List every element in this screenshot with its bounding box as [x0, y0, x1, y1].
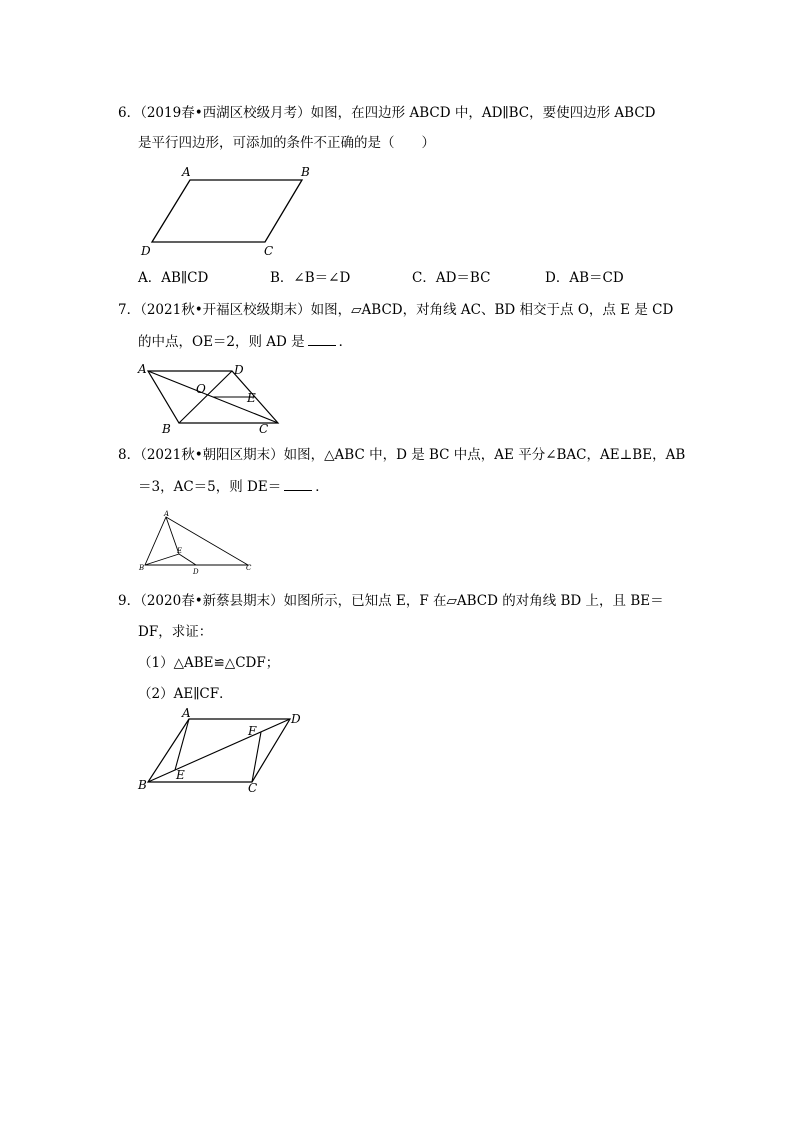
vertex-label-d: D: [193, 568, 199, 576]
question-number: 9．: [118, 593, 141, 609]
option-b: B．∠B＝∠D: [270, 270, 351, 286]
figure-parallelogram-bd-diagonal: [135, 705, 310, 800]
vertex-label-b: B: [162, 422, 171, 436]
vertex-label-d: D: [141, 244, 151, 258]
question-9-line-2: DF，求证：: [138, 624, 213, 640]
question-number: 8．: [118, 447, 141, 463]
vertex-label-c: C: [259, 422, 269, 436]
vertex-label-c: C: [248, 781, 258, 795]
parallelogram-shape: [152, 180, 302, 242]
question-punct: ．: [338, 334, 353, 350]
vertex-label-a: A: [182, 706, 191, 720]
question-9-sub-1: （1）△ABE≌△CDF；: [138, 655, 280, 671]
vertex-label-c: C: [264, 244, 274, 258]
question-text: 如图，在四边形 ABCD 中，AD∥BC，要使四边形 ABCD: [310, 105, 656, 121]
question-text: 如图，▱ABCD，对角线 AC、BD 相交于点 O，点 E 是 CD: [310, 302, 674, 318]
question-text: 的中点，OE＝2，则 AD 是: [138, 334, 305, 350]
question-9-sub-2: （2）AE∥CF．: [138, 686, 233, 702]
segment-ae: [175, 719, 189, 770]
vertex-label-b: B: [139, 564, 145, 572]
segment-ed: [179, 554, 196, 565]
vertex-label-c: C: [246, 564, 252, 572]
question-source: （2021秋•开福区校级期末）: [140, 302, 311, 318]
triangle-shape: [145, 517, 248, 565]
vertex-label-e: E: [176, 768, 185, 782]
option-c: C．AD＝BC: [412, 270, 491, 286]
answer-blank: [284, 477, 312, 491]
question-punct: ．: [315, 479, 329, 495]
vertex-label-a: A: [164, 510, 170, 518]
question-text: 如图，△ABC 中，D 是 BC 中点，AE 平分∠BAC，AE⊥BE，AB: [283, 447, 686, 463]
vertex-label-b: B: [138, 778, 147, 792]
vertex-label-b: B: [301, 165, 310, 179]
question-7-line-2: [138, 332, 352, 351]
question-6-line-2: 是平行四边形，可添加的条件不正确的是（ ）: [138, 135, 435, 151]
diagonal-bd: [148, 719, 290, 782]
segment-be: [145, 554, 179, 565]
question-number: 6．: [118, 105, 141, 121]
question-7-line-1: [118, 301, 673, 319]
question-9-line-1: [118, 592, 664, 610]
question-source: （2021秋•朝阳区期末）: [140, 447, 284, 463]
question-6-line-1: [118, 104, 656, 122]
figure-triangle-abc: [135, 505, 260, 575]
vertex-label-e: E: [177, 547, 183, 555]
vertex-label-d: D: [234, 363, 244, 377]
question-source: （2019春•西湖区校级月考）: [140, 105, 311, 121]
vertex-label-a: A: [182, 165, 191, 179]
option-a: A．AB∥CD: [138, 270, 209, 286]
question-text: 如图所示，已知点 E，F 在▱ABCD 的对角线 BD 上，且 BE＝: [283, 593, 664, 609]
vertex-label-e: E: [247, 391, 256, 405]
question-8-line-1: [118, 446, 685, 464]
vertex-label-d: D: [291, 712, 301, 726]
question-text: ＝3，AC＝5，则 DE＝: [138, 479, 282, 495]
answer-blank: [308, 332, 336, 346]
option-d: D．AB＝CD: [545, 270, 624, 286]
figure-parallelogram-diagonals: [135, 360, 285, 440]
question-8-line-2: [138, 477, 329, 496]
question-source: （2020春•新蔡县期末）: [140, 593, 284, 609]
vertex-label-o: O: [196, 382, 206, 396]
vertex-label-f: F: [248, 724, 257, 738]
figure-parallelogram-abcd: [135, 160, 315, 260]
question-number: 7．: [118, 302, 141, 318]
vertex-label-a: A: [138, 362, 147, 376]
